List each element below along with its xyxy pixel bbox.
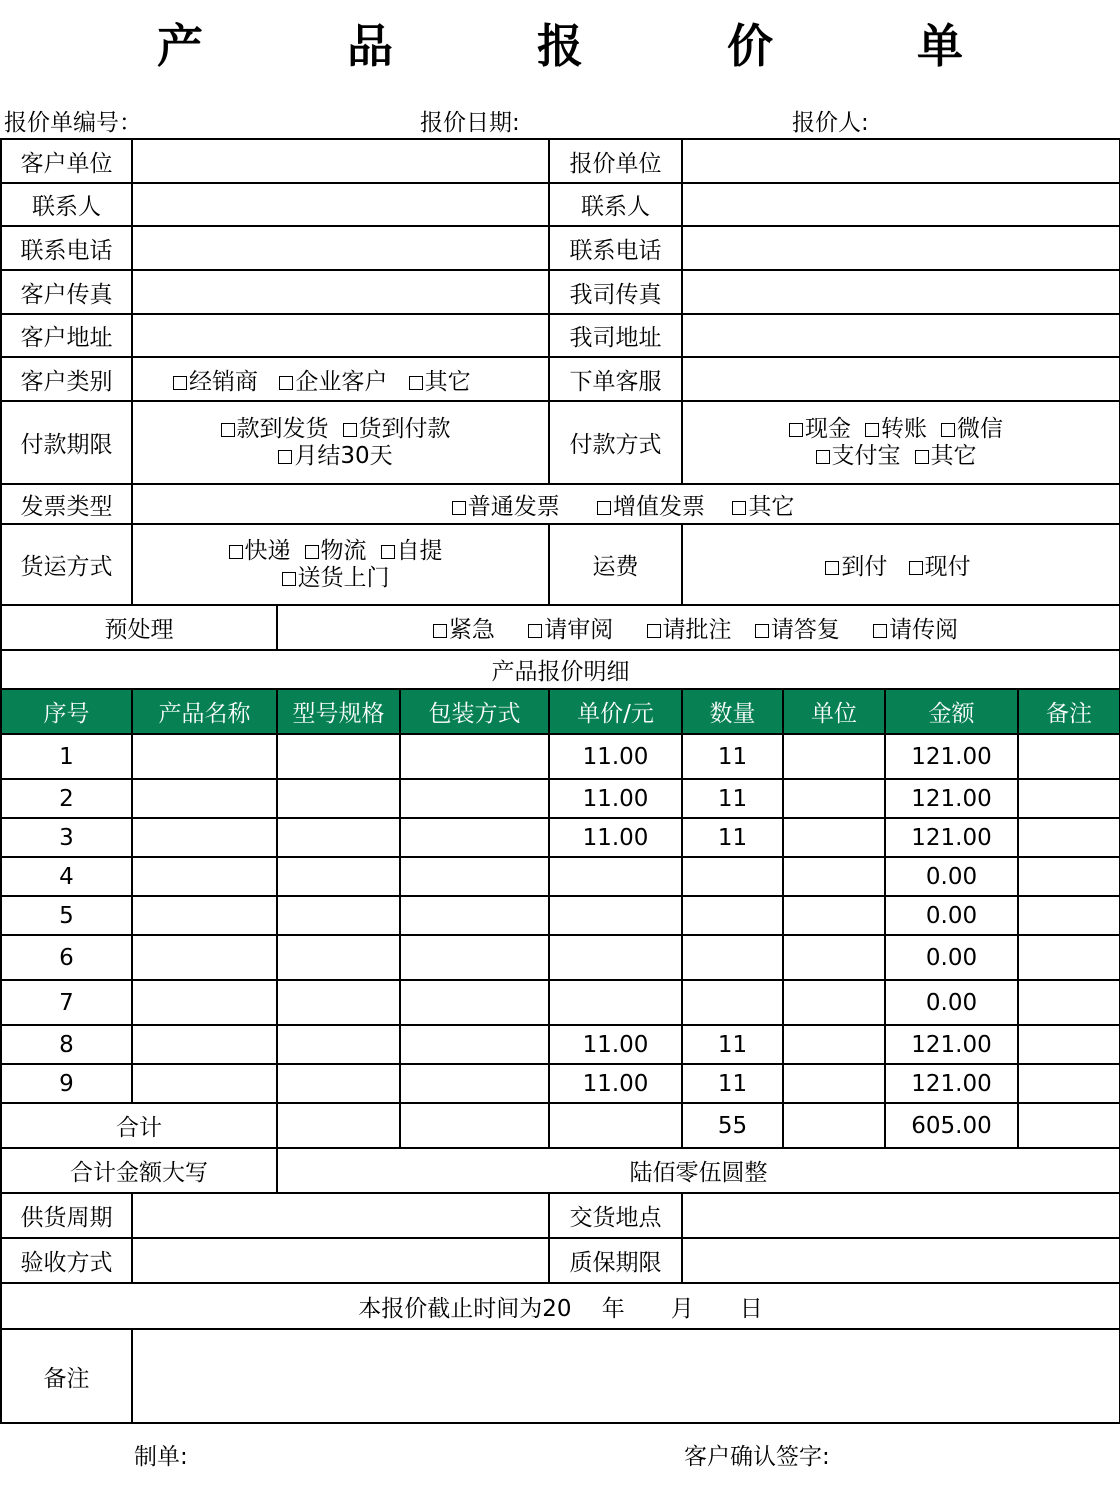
payment-term-label: 付款期限 (1, 401, 132, 484)
preprocess-options (277, 605, 1120, 650)
remark-field[interactable] (132, 1329, 1120, 1423)
phone-left-field[interactable] (132, 226, 549, 270)
checkbox-icon (865, 423, 879, 437)
checkbox-icon (647, 624, 661, 638)
row-price[interactable]: 11.00 (549, 818, 682, 857)
cell[interactable] (1018, 1064, 1120, 1103)
payment-method-label: 付款方式 (549, 401, 682, 484)
order-service-field[interactable] (682, 357, 1120, 401)
invoice-type-option[interactable]: 增值发票 (593, 494, 705, 520)
table-row (1, 857, 1120, 896)
payment-term-option[interactable]: 月结30天 (274, 443, 392, 469)
remark-label: 备注 (1, 1329, 132, 1423)
shipping-method-option[interactable]: 自提 (377, 538, 443, 564)
row-amount: 121.00 (885, 734, 1018, 779)
row-qty[interactable]: 11 (682, 1064, 783, 1103)
quote-unit-label: 报价单位 (549, 139, 682, 183)
row-price[interactable] (549, 935, 682, 980)
cell[interactable] (783, 818, 885, 857)
cell[interactable] (783, 779, 885, 818)
warranty-field[interactable] (682, 1238, 1120, 1283)
our-fax-field[interactable] (682, 270, 1120, 314)
cell[interactable] (783, 857, 885, 896)
cell[interactable] (132, 980, 277, 1025)
acceptance-field[interactable] (132, 1238, 549, 1283)
payment-method-option[interactable]: 转账 (861, 416, 927, 442)
total-words-label: 合计金额大写 (1, 1148, 277, 1193)
customer-fax-label: 客户传真 (1, 270, 132, 314)
customer-unit-field[interactable] (132, 139, 549, 183)
cell[interactable] (400, 935, 549, 980)
invoice-type-option[interactable]: 普通发票 (448, 494, 560, 520)
cell[interactable] (783, 734, 885, 779)
row-price[interactable]: 11.00 (549, 779, 682, 818)
payment-method-option[interactable]: 其它 (911, 443, 977, 469)
customer-sign-label: 客户确认签字: (684, 1444, 830, 1470)
customer-address-label: 客户地址 (1, 314, 132, 357)
cell[interactable] (783, 1064, 885, 1103)
acceptance-label: 验收方式 (1, 1238, 132, 1283)
customer-type-options (132, 357, 549, 401)
cell (1018, 1103, 1120, 1148)
quote-unit-field[interactable] (682, 139, 1120, 183)
payment-method-option[interactable]: 支付宝 (812, 443, 901, 469)
checkbox-icon (343, 423, 357, 437)
quote-date-label: 报价日期: (420, 110, 520, 136)
invoice-type-options (132, 484, 1120, 524)
cell[interactable] (132, 1064, 277, 1103)
contact-right-field[interactable] (682, 183, 1120, 226)
row-no: 8 (1, 1025, 132, 1064)
shipping-method-option[interactable]: 送货上门 (278, 565, 390, 591)
total-qty: 55 (682, 1103, 783, 1148)
cell[interactable] (400, 857, 549, 896)
preprocess-label: 预处理 (1, 605, 277, 650)
checkbox-icon (873, 624, 887, 638)
row-amount: 0.00 (885, 935, 1018, 980)
row-price[interactable]: 11.00 (549, 1064, 682, 1103)
delivery-place-field[interactable] (682, 1193, 1120, 1238)
shipping-method-label: 货运方式 (1, 524, 132, 605)
column-header: 备注 (1018, 689, 1120, 734)
invoice-type-option[interactable]: 其它 (728, 494, 794, 520)
cell[interactable] (277, 779, 400, 818)
row-price[interactable] (549, 857, 682, 896)
column-header: 型号规格 (277, 689, 400, 734)
checkbox-icon (282, 572, 296, 586)
freight-label: 运费 (549, 524, 682, 605)
checkbox-icon (528, 624, 542, 638)
cell[interactable] (400, 779, 549, 818)
payment-method-options (682, 401, 1120, 484)
row-amount: 0.00 (885, 896, 1018, 935)
cell[interactable] (277, 935, 400, 980)
checkbox-icon (597, 501, 611, 515)
checkbox-icon (732, 501, 746, 515)
phone-left-label: 联系电话 (1, 226, 132, 270)
preprocess-option[interactable]: 紧急 (429, 617, 495, 643)
cell[interactable] (400, 1025, 549, 1064)
total-amount: 605.00 (885, 1103, 1018, 1148)
payment-term-options (132, 401, 549, 484)
cell[interactable] (400, 1064, 549, 1103)
cell[interactable] (277, 818, 400, 857)
column-header: 金额 (885, 689, 1018, 734)
row-amount: 121.00 (885, 779, 1018, 818)
checkbox-icon (825, 561, 839, 575)
column-header-row (1, 689, 1120, 734)
preprocess-option[interactable]: 请传阅 (869, 617, 958, 643)
table-row (1, 896, 1120, 935)
row-qty[interactable] (682, 857, 783, 896)
payment-term-option[interactable]: 货到付款 (339, 416, 451, 442)
cell[interactable] (783, 935, 885, 980)
checkbox-icon (381, 545, 395, 559)
payment-method-option[interactable]: 现金 (785, 416, 851, 442)
cell[interactable] (783, 980, 885, 1025)
customer-address-field[interactable] (132, 314, 549, 357)
checkbox-icon (755, 624, 769, 638)
row-amount: 121.00 (885, 1025, 1018, 1064)
checkbox-icon (173, 376, 187, 390)
customer-type-option[interactable]: 经销商 (169, 369, 258, 395)
delivery-place-label: 交货地点 (549, 1193, 682, 1238)
freight-options (682, 524, 1120, 605)
quoter-label: 报价人: (792, 110, 869, 136)
cell[interactable] (1018, 980, 1120, 1025)
cell[interactable] (1018, 1025, 1120, 1064)
page-title: 产 品 报 价 单 (156, 19, 1028, 73)
cell[interactable] (400, 818, 549, 857)
order-service-label: 下单客服 (549, 357, 682, 401)
cell[interactable] (132, 1025, 277, 1064)
checkbox-icon (305, 545, 319, 559)
maker-label: 制单: (134, 1444, 188, 1470)
cell (277, 1103, 400, 1148)
customer-unit-label: 客户单位 (1, 139, 132, 183)
total-label: 合计 (1, 1103, 277, 1148)
total-words-value: 陆佰零伍圆整 (277, 1148, 1120, 1193)
supply-period-label: 供货周期 (1, 1193, 132, 1238)
cell[interactable] (277, 734, 400, 779)
cell[interactable] (277, 1064, 400, 1103)
table-row (1, 734, 1120, 779)
supply-period-field[interactable] (132, 1193, 549, 1238)
quote-table (0, 138, 1120, 1424)
customer-type-label: 客户类别 (1, 357, 132, 401)
cell[interactable] (132, 734, 277, 779)
phone-right-field[interactable] (682, 226, 1120, 270)
preprocess-option[interactable]: 请审阅 (524, 617, 613, 643)
our-address-field[interactable] (682, 314, 1120, 357)
payment-method-option[interactable]: 微信 (937, 416, 1003, 442)
payment-term-option[interactable]: 款到发货 (217, 416, 329, 442)
checkbox-icon (452, 501, 466, 515)
customer-type-option[interactable]: 企业客户 (275, 369, 387, 395)
checkbox-icon (909, 561, 923, 575)
customer-type-option[interactable]: 其它 (405, 369, 471, 395)
row-amount: 121.00 (885, 818, 1018, 857)
row-qty[interactable] (682, 896, 783, 935)
row-price[interactable]: 11.00 (549, 1025, 682, 1064)
checkbox-icon (279, 376, 293, 390)
row-qty[interactable]: 11 (682, 734, 783, 779)
cell (400, 1103, 549, 1148)
cell[interactable] (400, 734, 549, 779)
checkbox-icon (941, 423, 955, 437)
row-no: 3 (1, 818, 132, 857)
cell[interactable] (400, 896, 549, 935)
row-amount: 121.00 (885, 1064, 1018, 1103)
warranty-label: 质保期限 (549, 1238, 682, 1283)
checkbox-icon (915, 450, 929, 464)
table-row (1, 818, 1120, 857)
preprocess-option[interactable]: 请答复 (751, 617, 840, 643)
row-no: 6 (1, 935, 132, 980)
detail-title: 产品报价明细 (1, 650, 1120, 689)
our-address-label: 我司地址 (549, 314, 682, 357)
customer-fax-field[interactable] (132, 270, 549, 314)
row-no: 9 (1, 1064, 132, 1103)
contact-right-label: 联系人 (549, 183, 682, 226)
column-header: 产品名称 (132, 689, 277, 734)
row-qty[interactable] (682, 980, 783, 1025)
cell[interactable] (277, 896, 400, 935)
freight-option[interactable]: 到付 (821, 554, 887, 580)
table-row (1, 980, 1120, 1025)
contact-left-label: 联系人 (1, 183, 132, 226)
row-qty[interactable] (682, 935, 783, 980)
row-price[interactable] (549, 896, 682, 935)
cell[interactable] (1018, 857, 1120, 896)
table-row (1, 1025, 1120, 1064)
row-no: 5 (1, 896, 132, 935)
row-price[interactable]: 11.00 (549, 734, 682, 779)
table-row (1, 779, 1120, 818)
cell[interactable] (1018, 734, 1120, 779)
freight-option[interactable]: 现付 (905, 554, 971, 580)
cell (783, 1103, 885, 1148)
our-fax-label: 我司传真 (549, 270, 682, 314)
row-no: 7 (1, 980, 132, 1025)
table-row (1, 935, 1120, 980)
cell[interactable] (1018, 935, 1120, 980)
cell[interactable] (132, 935, 277, 980)
row-amount: 0.00 (885, 857, 1018, 896)
checkbox-icon (409, 376, 423, 390)
row-price[interactable] (549, 980, 682, 1025)
column-header: 单位 (783, 689, 885, 734)
cell[interactable] (1018, 779, 1120, 818)
deadline-text: 本报价截止时间为20 年 月 日 (1, 1283, 1120, 1329)
cell[interactable] (1018, 896, 1120, 935)
phone-right-label: 联系电话 (549, 226, 682, 270)
checkbox-icon (433, 624, 447, 638)
quote-no-label: 报价单编号： (4, 110, 142, 136)
checkbox-icon (278, 450, 292, 464)
column-header: 单价/元 (549, 689, 682, 734)
cell[interactable] (132, 818, 277, 857)
cell[interactable] (783, 1025, 885, 1064)
shipping-method-options (132, 524, 549, 605)
row-no: 2 (1, 779, 132, 818)
row-no: 1 (1, 734, 132, 779)
checkbox-icon (816, 450, 830, 464)
row-amount: 0.00 (885, 980, 1018, 1025)
row-qty[interactable]: 11 (682, 779, 783, 818)
row-qty[interactable]: 11 (682, 1025, 783, 1064)
invoice-type-label: 发票类型 (1, 484, 132, 524)
cell (549, 1103, 682, 1148)
checkbox-icon (229, 545, 243, 559)
shipping-method-option[interactable]: 快递 (225, 538, 291, 564)
cell[interactable] (132, 896, 277, 935)
preprocess-option[interactable]: 请批注 (643, 617, 732, 643)
column-header: 序号 (1, 689, 132, 734)
cell[interactable] (783, 896, 885, 935)
cell[interactable] (1018, 818, 1120, 857)
contact-left-field[interactable] (132, 183, 549, 226)
column-header: 包装方式 (400, 689, 549, 734)
row-no: 4 (1, 857, 132, 896)
column-header: 数量 (682, 689, 783, 734)
cell[interactable] (132, 779, 277, 818)
cell[interactable] (132, 857, 277, 896)
checkbox-icon (221, 423, 235, 437)
total-row (1, 1103, 1120, 1148)
checkbox-icon (789, 423, 803, 437)
cell[interactable] (277, 1025, 400, 1064)
cell[interactable] (277, 980, 400, 1025)
shipping-method-option[interactable]: 物流 (301, 538, 367, 564)
cell[interactable] (277, 857, 400, 896)
cell[interactable] (400, 980, 549, 1025)
row-qty[interactable]: 11 (682, 818, 783, 857)
table-row (1, 1064, 1120, 1103)
